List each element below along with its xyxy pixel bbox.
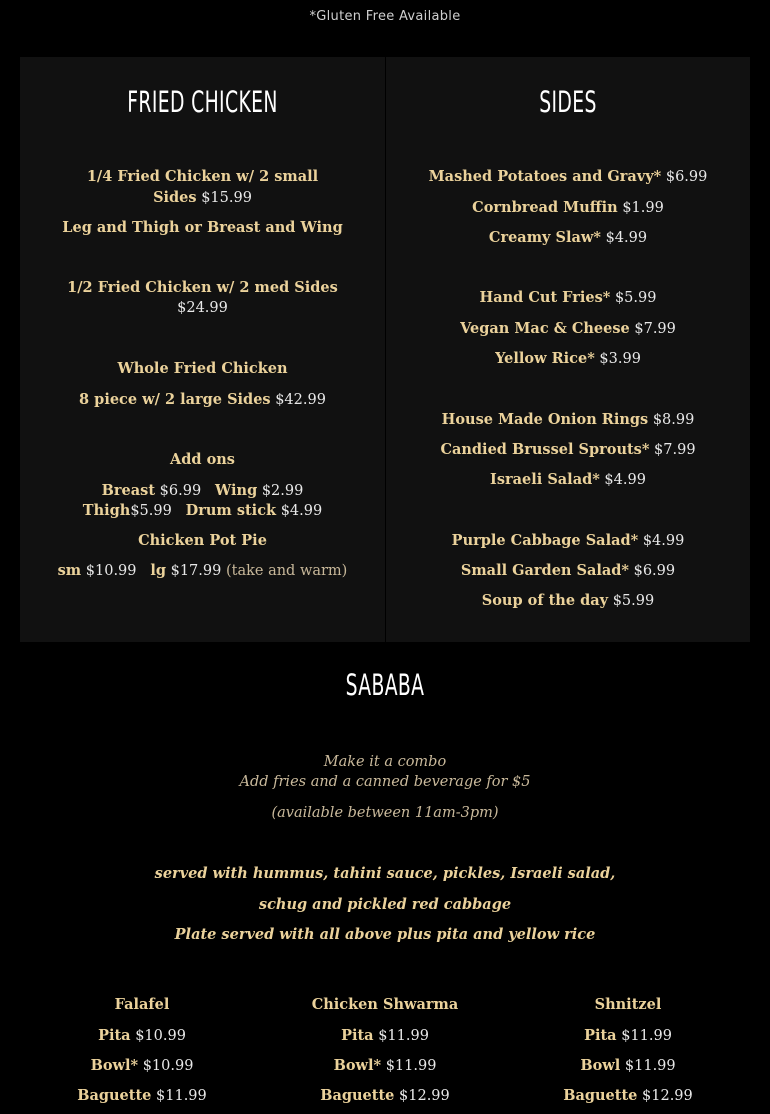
half-chicken-item: 1/2 Fried Chicken w/ 2 med Sides xyxy=(67,279,338,296)
combo-line2: Add fries and a canned beverage for $5 xyxy=(239,774,531,790)
column-row: Bowl* $10.99 xyxy=(90,1057,194,1074)
quarter-chicken-line1: 1/4 Fried Chicken w/ 2 small xyxy=(86,168,319,185)
column-row: Baguette $12.99 xyxy=(320,1087,450,1104)
column-row: Pita $11.99 xyxy=(341,1027,429,1044)
half-chicken-price: $24.99 xyxy=(177,300,228,316)
side-item: Cornbread Muffin $1.99 xyxy=(472,199,664,216)
side-item: Israeli Salad* $4.99 xyxy=(490,471,646,488)
served-line2: schug and pickled red cabbage xyxy=(258,896,512,913)
combo-hours: (available between 11am-3pm) xyxy=(271,805,499,821)
quarter-chicken-option: Leg and Thigh or Breast and Wing xyxy=(62,219,343,236)
side-item: Small Garden Salad* $6.99 xyxy=(460,562,676,579)
whole-chicken-detail: 8 piece w/ 2 large Sides $42.99 xyxy=(79,391,326,408)
combo-line1: Make it a combo xyxy=(323,754,447,770)
column-title: Chicken Shwarma xyxy=(311,996,459,1013)
sababa-heading: SABABA xyxy=(345,668,425,702)
whole-chicken-item: Whole Fried Chicken xyxy=(117,360,288,377)
column-row: Pita $10.99 xyxy=(98,1027,186,1044)
column-row: Baguette $12.99 xyxy=(563,1087,693,1104)
column-row: Pita $11.99 xyxy=(584,1027,672,1044)
served-line1: served with hummus, tahini sauce, pickles, Israeli salad, xyxy=(154,865,616,882)
column-title: Shnitzel xyxy=(594,996,662,1013)
side-item: Candied Brussel Sprouts* $7.99 xyxy=(440,441,696,458)
side-item: Soup of the day $5.99 xyxy=(481,592,655,609)
column-title: Falafel xyxy=(114,996,170,1013)
addons-row2: Thigh$5.99 Drum stick $4.99 xyxy=(82,502,323,519)
served-line3: Plate served with all above plus pita and yellow rice xyxy=(174,926,596,943)
column-row: Bowl $11.99 xyxy=(580,1057,676,1074)
quarter-chicken-line2: Sides $15.99 xyxy=(153,189,252,206)
addons-row1: Breast $6.99 Wing $2.99 xyxy=(101,482,304,499)
fried-chicken-panel xyxy=(20,57,385,642)
side-item: Purple Cabbage Salad* $4.99 xyxy=(451,532,685,549)
gluten-free-note: *Gluten Free Available xyxy=(309,9,461,24)
side-item: Mashed Potatoes and Gravy* $6.99 xyxy=(428,168,708,185)
column-row: Bowl* $11.99 xyxy=(333,1057,437,1074)
side-item: Yellow Rice* $3.99 xyxy=(495,350,641,367)
addons-title: Add ons xyxy=(170,451,235,468)
sides-heading: SIDES xyxy=(539,85,597,119)
fried-chicken-heading: FRIED CHICKEN xyxy=(127,85,278,119)
side-item: Hand Cut Fries* $5.99 xyxy=(479,289,657,306)
pot-pie-title: Chicken Pot Pie xyxy=(138,532,267,549)
side-item: House Made Onion Rings $8.99 xyxy=(441,411,695,428)
side-item: Vegan Mac & Cheese $7.99 xyxy=(460,320,676,337)
sides-panel xyxy=(386,57,750,642)
pot-pie-prices: sm $10.99 lg $17.99 (take and warm) xyxy=(57,562,348,579)
column-row: Baguette $11.99 xyxy=(77,1087,207,1104)
side-item: Creamy Slaw* $4.99 xyxy=(488,229,648,246)
